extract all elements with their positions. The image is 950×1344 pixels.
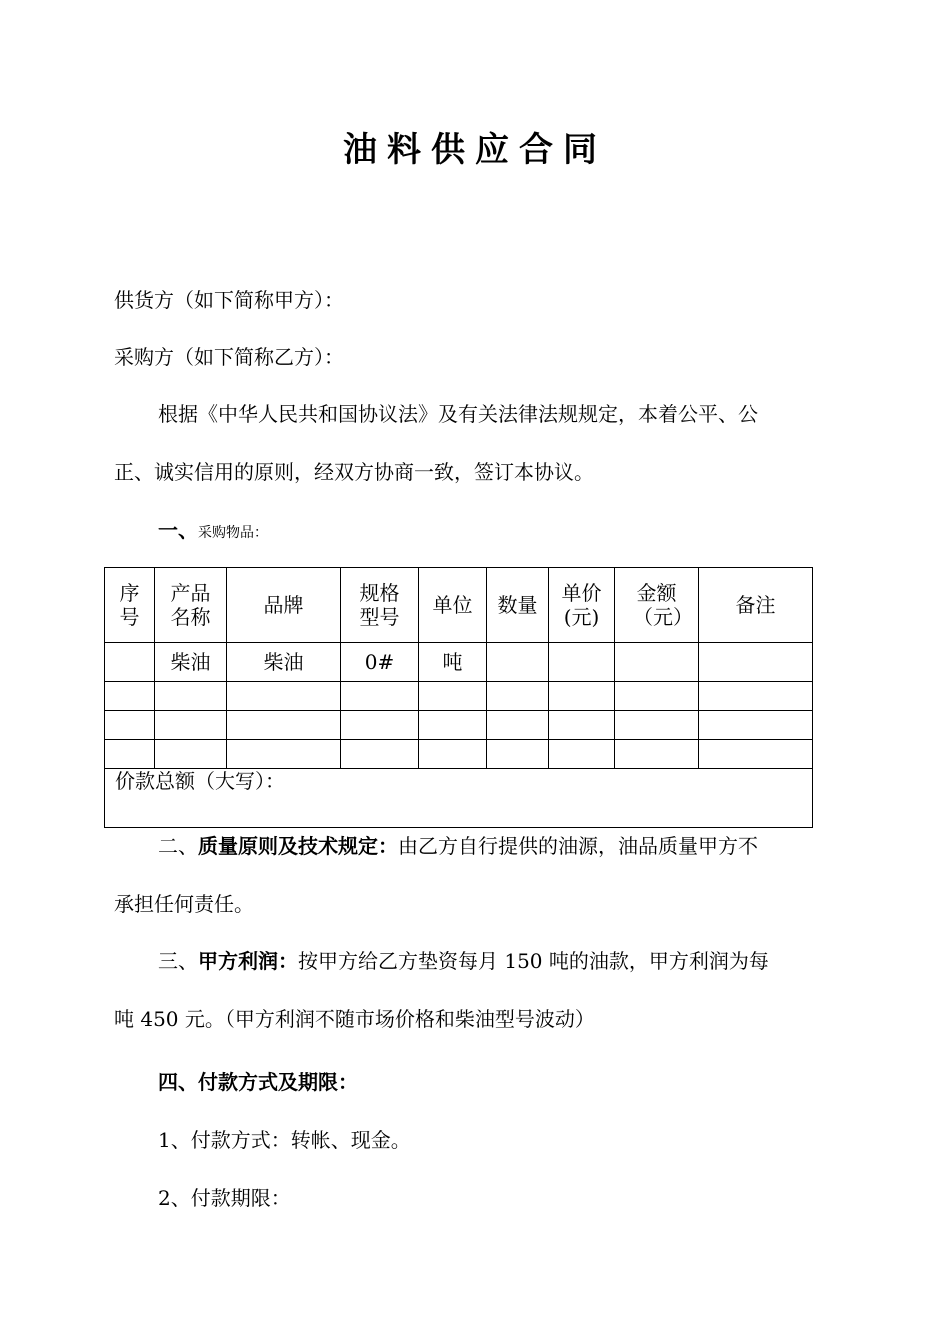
section-1-number: 一、 (158, 518, 198, 542)
table-cell (615, 643, 699, 682)
section-4-heading (158, 1066, 358, 1095)
table-cell (341, 740, 419, 769)
section-3-heading: 甲方利润： (198, 949, 298, 973)
table-cell (699, 682, 813, 711)
table-cell (341, 682, 419, 711)
table-cell (487, 643, 549, 682)
buyer-line: 采购方（如下简称乙方）： (114, 345, 344, 369)
table-total-row (105, 769, 813, 828)
table-cell (419, 711, 487, 740)
section-1-heading (158, 514, 268, 543)
section-4-title: 四、付款方式及期限： (158, 1070, 358, 1094)
table-cell (699, 740, 813, 769)
header-cell: 品牌 (227, 568, 341, 643)
section-1-label: 采购物品： (198, 525, 268, 541)
table-cell (419, 682, 487, 711)
table-cell (155, 740, 227, 769)
table-cell (105, 711, 155, 740)
intro-paragraph-line-1: 根据《中华人民共和国协议法》及有关法律法规规定，本着公平、公 (158, 402, 758, 426)
table-cell (549, 740, 615, 769)
section-2-text: 由乙方自行提供的油源，油品质量甲方不 (398, 834, 758, 858)
table-cell (105, 643, 155, 682)
payment-term-line: 2、付款期限： (158, 1186, 291, 1210)
payment-method-line: 1、付款方式：转帐、现金。 (158, 1128, 411, 1152)
table-cell (155, 682, 227, 711)
table-cell (341, 711, 419, 740)
table-cell (227, 711, 341, 740)
section-3-line-2: 吨 450 元。（甲方利润不随市场价格和柴油型号波动） (114, 1007, 595, 1031)
table-cell (699, 711, 813, 740)
table-cell (487, 740, 549, 769)
table-cell: 柴油 (227, 643, 341, 682)
header-cell: 金额（元） (615, 568, 699, 643)
table-cell (227, 740, 341, 769)
table-cell (155, 711, 227, 740)
table-cell: 0# (341, 643, 419, 682)
table-row (105, 643, 813, 682)
section-3-text: 按甲方给乙方垫资每月 150 吨的油款，甲方利润为每 (298, 949, 769, 973)
document-title: 油料供应合同 (343, 130, 607, 170)
header-cell: 单位 (419, 568, 487, 643)
section-2-heading: 质量原则及技术规定： (198, 834, 398, 858)
table-cell: 吨 (419, 643, 487, 682)
header-cell: 序号 (105, 568, 155, 643)
table-cell (487, 682, 549, 711)
section-2-line-2: 承担任何责任。 (114, 892, 254, 916)
table-cell (549, 643, 615, 682)
header-cell: 产品名称 (155, 568, 227, 643)
header-cell: 规格型号 (341, 568, 419, 643)
table-cell (105, 740, 155, 769)
table-cell (549, 682, 615, 711)
header-cell: 单价(元) (549, 568, 615, 643)
section-3-number: 三、 (158, 949, 198, 973)
table-row (105, 740, 813, 769)
section-2-line-1 (158, 830, 758, 859)
table-cell (615, 740, 699, 769)
table-cell (487, 711, 549, 740)
section-3-line-1 (158, 945, 769, 974)
table-cell (419, 740, 487, 769)
header-cell: 备注 (699, 568, 813, 643)
table-row (105, 682, 813, 711)
table-cell (227, 682, 341, 711)
table-cell (699, 643, 813, 682)
goods-table (104, 567, 813, 828)
table-cell (615, 711, 699, 740)
table-row (105, 711, 813, 740)
intro-paragraph-line-2: 正、诚实信用的原则，经双方协商一致，签订本协议。 (114, 460, 594, 484)
section-2-number: 二、 (158, 834, 198, 858)
table-cell: 柴油 (155, 643, 227, 682)
table-cell (615, 682, 699, 711)
table-cell (549, 711, 615, 740)
header-cell: 数量 (487, 568, 549, 643)
total-amount-cell: 价款总额（大写）： (105, 769, 813, 828)
supplier-line: 供货方（如下简称甲方）： (114, 288, 344, 312)
table-header-row (105, 568, 813, 643)
table-cell (105, 682, 155, 711)
